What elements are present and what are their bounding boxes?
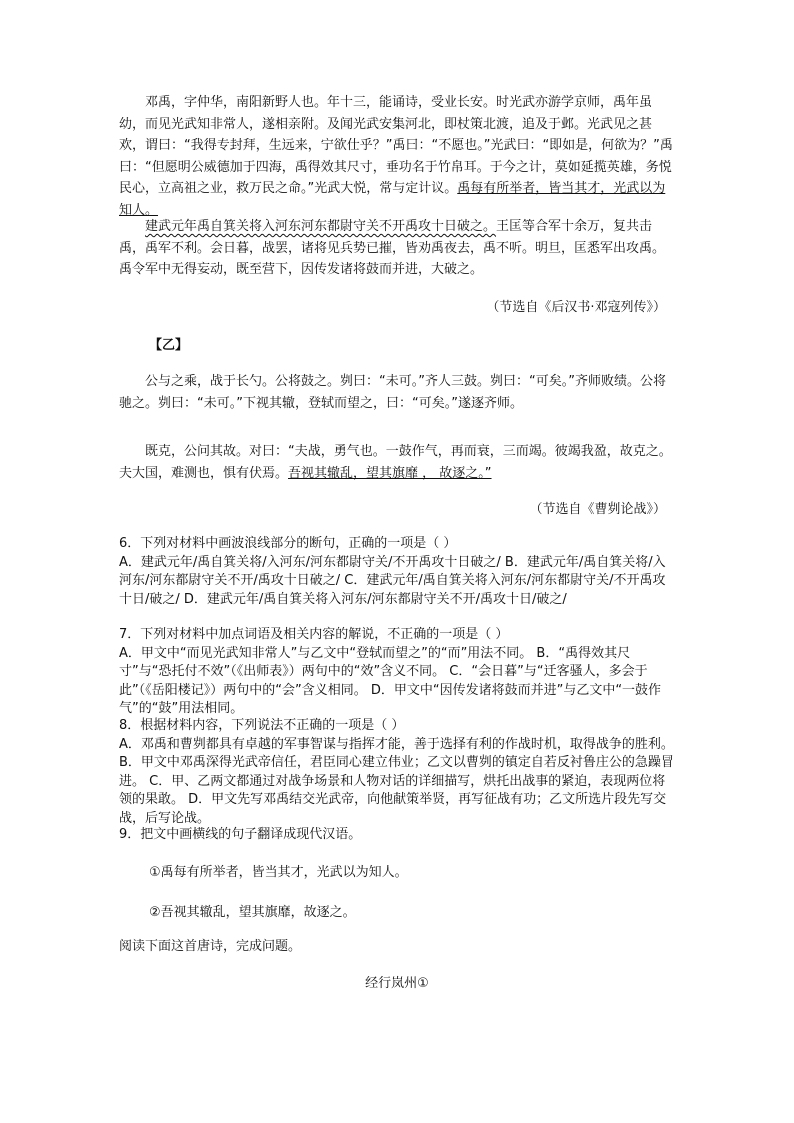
question-8 xyxy=(119,717,675,828)
poem-intro: 阅读下面这首唐诗，完成问题。 xyxy=(119,939,302,954)
question-6 xyxy=(119,535,675,609)
question-6-options: A．建武元年/禹自箕关将/入河东/河东都尉守关/不开禹攻十日破之/ B．建武元年/禹自箕关将/入河东/河东都尉守关不开/禹攻十日破之/ C．建武元年/禹自箕关将入河东/河东都尉守关/不开禹攻十日/破之/ D．建武元年/禹自箕关将入河东/河东都尉守关不开/禹攻十日/破之/ xyxy=(119,554,666,607)
yi-heading: 【乙】 xyxy=(149,338,189,353)
jia-p1-text: 邓禹，字仲华，南阳新野人也。年十三，能诵诗，受业长安。时光武亦游学京师，禹年虽幼，而见光武知非常人，遂相亲附。及闻光武安集河北，即杖策北渡，追及于邺。光武见之甚欢，谓曰：“我得专封拜，生远来，宁欲仕乎？”禹曰：“不愿也。”光武曰：“即如是，何欲为？”禹曰：“但愿明公威德加于四海，禹得效其尺寸，垂功名于竹帛耳。于今之计，莫如延揽英雄，务悦民心，立高祖之业，救万民之命。”光武大悦，常与定计议。 xyxy=(119,95,673,196)
jia-source: （节选自《后汉书·邓寇列传》） xyxy=(486,300,666,315)
question-8-options: A．邓禹和曹刿都具有卓越的军事智谋与指挥才能，善于选择有利的作战时机，取得战争的胜利。 B．甲文中邓禹深得光武帝信任，君臣同心建立伟业；乙文以曹刿的镇定自若反衬鲁庄公的急躁冒进。 C．甲、乙两文都通过对战争场景和人物对话的详细描写，烘托出战事的紧迫，表现两位将领的果敢。 D．甲文先写邓禹结交光武帝，向他献策举贤，再写征战有功；乙文所选片段先写交战，后写论战。 xyxy=(119,736,674,826)
jia-paragraph-1 xyxy=(119,92,675,221)
yi-source: （节选自《曹刿论战》） xyxy=(529,502,666,517)
poem-title: 经行岚州① xyxy=(365,976,429,991)
question-8-stem: 8．根据材料内容，下列说法不正确的一项是（ ） xyxy=(119,718,405,733)
question-9-item-1: ①禹每有所举者，皆当其才，光武以为知人。 xyxy=(149,865,408,880)
jia-p1-underlined-sentence: 禹每有所举者，皆当其才，光武以为知人。 xyxy=(119,181,666,218)
question-6-stem: 6．下列对材料中画波浪线部分的断句，正确的一项是（ ） xyxy=(119,536,457,551)
question-7-options: A．甲文中“而见光武知非常人”与乙文中“登轼而望之”的“而”用法不同。 B．“禹得效其尺寸”与“恐托付不效”（《出师表》）两句中的“效”含义不同。 C．“会日暮”与“迁客骚人，多会于此”（《岳阳楼记》）两句中的“会”含义相同。 D．甲文中“因传发诸将鼓而并进”与乙文中“一鼓作气”的“鼓”用法相同。 xyxy=(119,645,662,716)
question-7-stem: 7．下列对材料中加点词语及相关内容的解说，不正确的一项是（ ） xyxy=(119,627,509,642)
yi-p2-text: 既克，公问其故。对曰：“夫战，勇气也。一鼓作气，再而衰，三而竭。彼竭我盈，故克之。夫大国，难测也，惧有伏焉。 xyxy=(119,444,672,481)
yi-paragraph-1: 公与之乘，战于长勺。公将鼓之。刿曰：“未可。”齐人三鼓。刿曰：“可矣。”齐师败绩。公将驰之。刿曰：“未可。”下视其辙，登轼而望之，曰：“可矣。”遂逐齐师。 xyxy=(119,374,666,411)
yi-p2-underlined-sentence: 吾视其辙乱，望其旗靡 ， 故逐之。” xyxy=(288,465,492,481)
jia-p2-wavy-sentence: 建武元年禹自箕关将入河东河东都尉守关不开禹攻十日破之。 xyxy=(145,219,497,234)
jia-p2-text: 王匡等合军十余万，复共击禹，禹军不利。会日暮，战罢，诸将见兵势已摧，皆劝禹夜去，禹不听。明旦，匡悉军出攻禹。禹令军中无得妄动，既至营下，因传发诸将鼓而并进，大破之。 xyxy=(119,219,666,277)
question-7 xyxy=(119,626,675,719)
question-9: 9．把文中画横线的句子翻译成现代汉语。 xyxy=(119,827,362,842)
question-9-item-2: ②吾视其辙乱，望其旗靡，故逐之。 xyxy=(149,905,356,920)
jia-paragraph-2 xyxy=(119,216,675,281)
yi-paragraph-2 xyxy=(119,441,675,484)
